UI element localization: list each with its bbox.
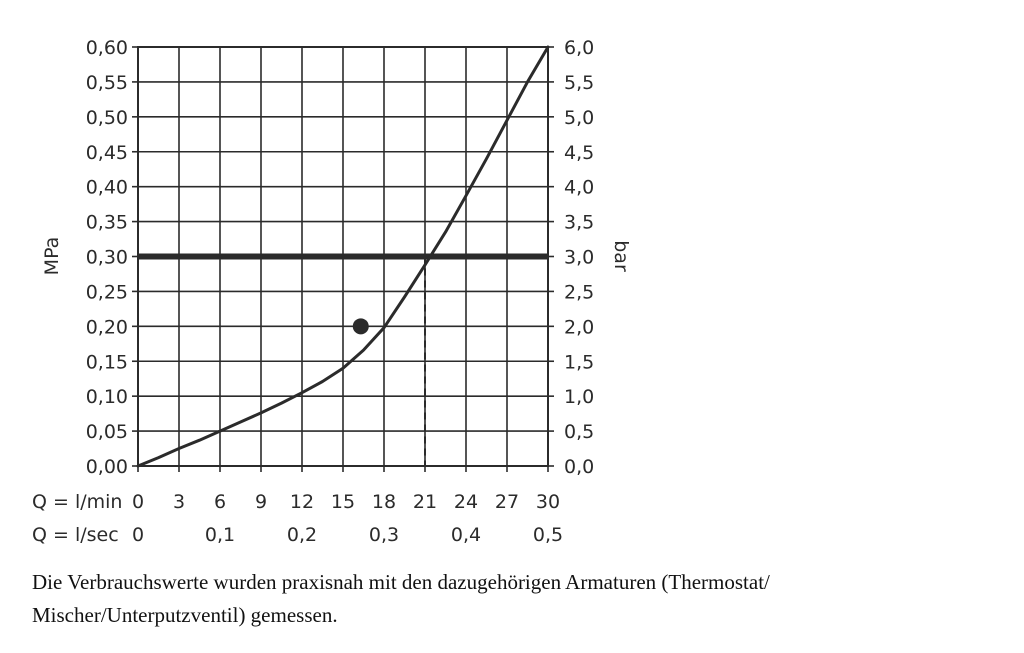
y-right-tick-label: 5,5 xyxy=(564,71,595,94)
y-right-tick-label: 0,0 xyxy=(564,456,595,478)
y-left-tick-label: 0,60 xyxy=(85,37,128,59)
y-left-tick-label: 0,15 xyxy=(85,351,128,374)
x-row1-tick-label: 18 xyxy=(371,491,397,513)
x-row1-tick-label: 27 xyxy=(494,491,520,513)
y-right-tick-label: 5,0 xyxy=(564,106,595,129)
y-right-tick-label: 3,0 xyxy=(564,246,595,269)
y-right-tick-label: 2,0 xyxy=(564,316,595,339)
caption-line-1: Die Verbrauchswerte wurden praxisnah mit den dazugehörigen Armaturen (Thermostat/ xyxy=(32,570,770,594)
y-right-tick-label: 1,0 xyxy=(564,386,595,409)
y-left-tick-label: 0,50 xyxy=(85,106,128,129)
caption xyxy=(32,566,992,632)
x-row2-tick-label: 0,4 xyxy=(450,524,482,546)
x-row2-tick-label: 0 xyxy=(131,524,145,546)
y-left-tick-label: 0,40 xyxy=(85,176,128,199)
y-right-axis-label: bar xyxy=(610,240,632,272)
x-row1-tick-label: 21 xyxy=(412,491,438,513)
data-point-marker xyxy=(353,318,369,334)
x-row1-tick-label: 24 xyxy=(453,491,479,513)
caption-line-2: Mischer/Unterputzventil) gemessen. xyxy=(32,603,338,627)
y-right-tick-label: 6,0 xyxy=(564,37,595,59)
y-right-tick-label: 2,5 xyxy=(564,281,595,304)
x-row1-tick-label: 12 xyxy=(289,491,315,513)
x-row2-tick-label: 0,3 xyxy=(368,524,400,546)
y-right-tick-label: 3,5 xyxy=(564,211,595,234)
y-left-tick-label: 0,35 xyxy=(85,211,128,234)
y-right-tick-label: 4,0 xyxy=(564,176,595,199)
x-row2-label: Q = l/sec xyxy=(32,524,119,546)
y-left-tick-label: 0,10 xyxy=(85,386,128,409)
y-left-tick-label: 0,25 xyxy=(85,281,128,304)
x-row2-tick-label: 0,5 xyxy=(532,524,564,546)
x-row1-tick-label: 3 xyxy=(172,491,186,513)
y-left-tick-label: 0,55 xyxy=(85,71,128,94)
y-left-tick-label: 0,30 xyxy=(85,246,128,269)
y-left-tick-label: 0,05 xyxy=(85,421,128,444)
x-row2-tick-label: 0,1 xyxy=(204,524,236,546)
y-right-tick-label: 4,5 xyxy=(564,141,595,164)
y-left-tick-label: 0,45 xyxy=(85,141,128,164)
y-left-axis-label: MPa xyxy=(41,236,63,276)
y-left-tick-label: 0,20 xyxy=(85,316,128,339)
x-row1-tick-label: 6 xyxy=(213,491,227,513)
x-row1-tick-label: 15 xyxy=(330,491,356,513)
y-left-tick-label: 0,00 xyxy=(85,456,128,478)
x-row1-tick-label: 30 xyxy=(535,491,561,513)
x-row1-tick-label: 0 xyxy=(131,491,145,513)
x-row1-tick-label: 9 xyxy=(254,491,268,513)
y-right-tick-label: 1,5 xyxy=(564,351,595,374)
x-row2-tick-label: 0,2 xyxy=(286,524,318,546)
x-row1-label: Q = l/min xyxy=(32,491,123,513)
y-right-tick-label: 0,5 xyxy=(564,421,595,444)
